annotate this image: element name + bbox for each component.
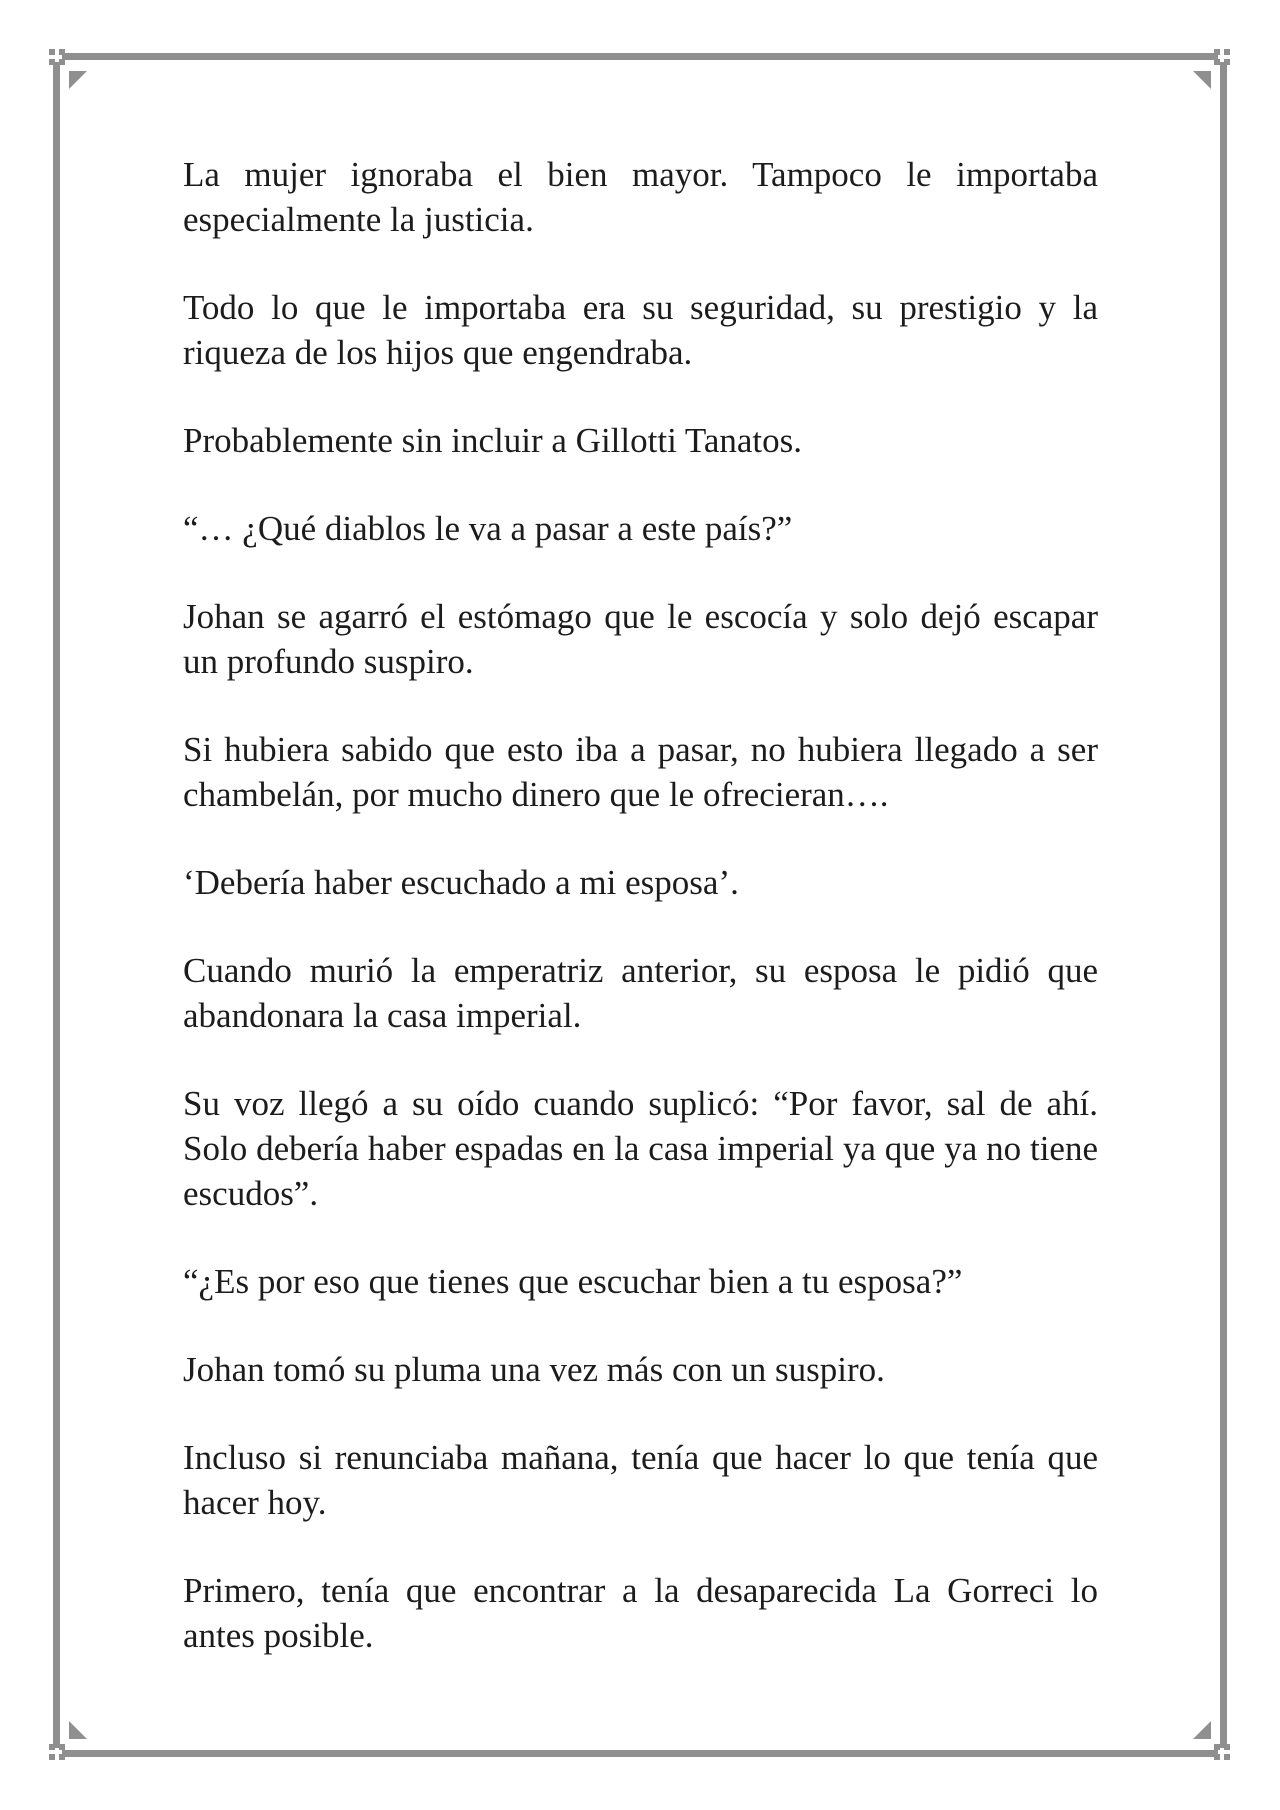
corner-ornament-top-right bbox=[1214, 49, 1232, 67]
corner-triangle-top-left bbox=[69, 71, 87, 89]
corner-triangle-bottom-right bbox=[1193, 1721, 1211, 1739]
frame-bottom-border bbox=[62, 1750, 1218, 1757]
paragraph: Johan se agarró el estómago que le escocía y solo dejó escapar un profundo suspiro. bbox=[183, 597, 1098, 681]
paragraph: “… ¿Qué diablos le va a pasar a este país?” bbox=[183, 509, 793, 548]
paragraph: Si hubiera sabido que esto iba a pasar, no hubiera llegado a ser chambelán, por mucho dinero que le ofrecieran…. bbox=[183, 730, 1098, 814]
paragraph: Su voz llegó a su oído cuando suplicó: “Por favor, sal de ahí. Solo debería haber espadas en la casa imperial ya que ya no tiene escudos”. bbox=[183, 1084, 1098, 1213]
corner-ornament-bottom-left bbox=[49, 1744, 67, 1762]
paragraph: ‘Debería haber escuchado a mi esposa’. bbox=[183, 863, 739, 902]
paragraph: Probablemente sin incluir a Gillotti Tanatos. bbox=[183, 421, 803, 460]
paragraph: Incluso si renunciaba mañana, tenía que hacer lo que tenía que hacer hoy. bbox=[183, 1438, 1098, 1522]
paragraph: La mujer ignoraba el bien mayor. Tampoco le importaba especialmente la justicia. bbox=[183, 155, 1098, 239]
frame-right-border bbox=[1220, 62, 1227, 1748]
frame-left-border bbox=[53, 62, 60, 1748]
paragraph: “¿Es por eso que tienes que escuchar bien a tu esposa?” bbox=[183, 1262, 963, 1301]
frame-top-border bbox=[62, 53, 1218, 60]
paragraph: Johan tomó su pluma una vez más con un suspiro. bbox=[183, 1350, 885, 1389]
paragraph: Cuando murió la emperatriz anterior, su esposa le pidió que abandonara la casa imperial. bbox=[183, 951, 1098, 1035]
corner-ornament-bottom-right bbox=[1214, 1744, 1232, 1762]
corner-triangle-top-right bbox=[1193, 71, 1211, 89]
document-body bbox=[183, 152, 1098, 1701]
corner-triangle-bottom-left bbox=[69, 1721, 87, 1739]
paragraph: Todo lo que le importaba era su seguridad, su prestigio y la riqueza de los hijos que engendraba. bbox=[183, 288, 1098, 372]
corner-ornament-top-left bbox=[49, 49, 67, 67]
paragraph: Primero, tenía que encontrar a la desaparecida La Gorreci lo antes posible. bbox=[183, 1571, 1098, 1655]
